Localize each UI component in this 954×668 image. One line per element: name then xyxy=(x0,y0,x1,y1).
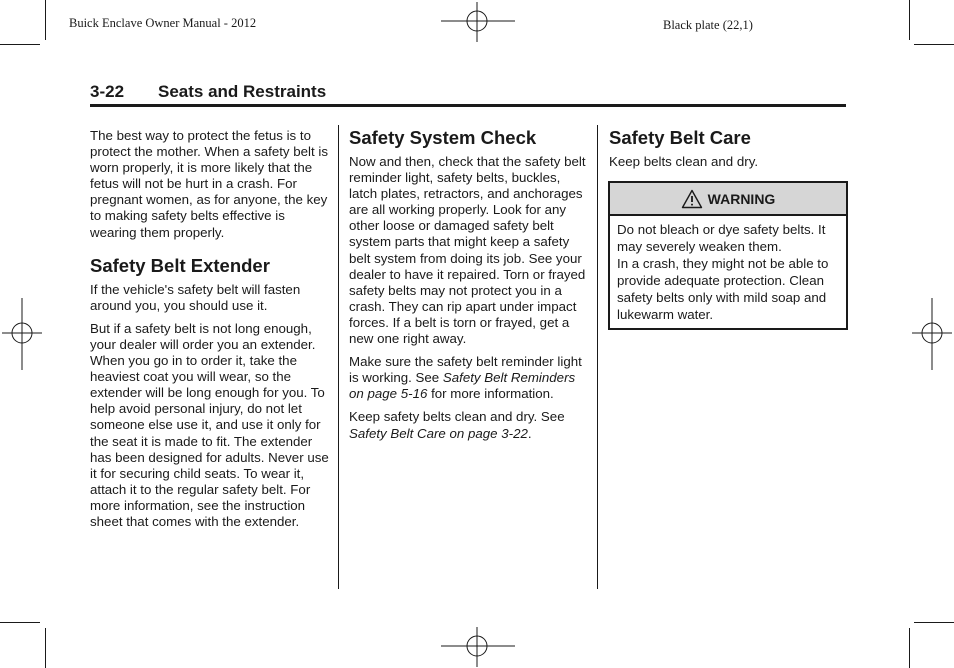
registration-mark-top xyxy=(441,2,515,42)
section-title: Seats and Restraints xyxy=(158,82,327,101)
section-header xyxy=(90,82,846,107)
warning-header xyxy=(610,183,846,216)
extender-paragraph-1: If the vehicle's safety belt will fasten around you, you should use it. xyxy=(90,281,301,313)
crop-mark xyxy=(909,0,910,40)
crop-mark xyxy=(914,622,954,623)
crop-mark xyxy=(45,628,46,668)
heading-safety-belt-care: Safety Belt Care xyxy=(609,127,751,148)
warning-box xyxy=(608,181,848,330)
column-3 xyxy=(609,127,845,177)
warning-triangle-icon xyxy=(681,189,703,209)
cross-reference-link[interactable]: Safety Belt Care on page 3-22 xyxy=(349,425,528,441)
belt-care-paragraph: Keep belts clean and dry. xyxy=(609,154,759,169)
warning-text-1: Do not bleach or dye safety belts. It may severely weaken them. xyxy=(617,222,826,254)
extender-paragraph-2: But if a safety belt is not long enough, your dealer will order you an extender. When you go in to order it, take the heaviest coat you will wear, so the extender will be long enough for you. To help avoid personal injury, do not let someone else use it, and use it only for the seat it is made to fit. The extender has been designed for adults. Never use it for securing child seats. To wear it, attach it to the regular safety belt. For more information, see the instruction sheet that comes with the extender. xyxy=(90,320,329,529)
page-number: 3-22 xyxy=(90,82,125,101)
crop-mark xyxy=(0,44,40,45)
crop-mark xyxy=(909,628,910,668)
crop-mark xyxy=(45,0,46,40)
system-check-paragraph-2: Make sure the safety belt reminder light is working. See Safety Belt Reminders on page 5-16 for more information. xyxy=(349,354,582,402)
warning-label: WARNING xyxy=(707,190,776,207)
system-check-paragraph-1: Now and then, check that the safety belt reminder light, safety belts, buckles, latch plates, retractors, and anchorages are all working properly. Look for any other loose or damaged safety belt system parts that might keep a safety belt system from doing its job. See your dealer to have it repaired. Torn or frayed safety belts may not protect you in a crash. They can rip apart under impact forces. If a belt is torn or frayed, get a new one right away. xyxy=(349,154,586,347)
crop-mark xyxy=(0,622,40,623)
column-2 xyxy=(349,127,587,449)
registration-mark-right xyxy=(912,298,952,370)
intro-paragraph: The best way to protect the fetus is to protect the mother. When a safety belt is worn properly, it is more likely that the fetus will not be hurt in a crash. For pregnant women, as for anyone, the key to making safety belts effective is wearing them properly. xyxy=(90,128,328,240)
crop-mark xyxy=(914,44,954,45)
heading-safety-belt-extender: Safety Belt Extender xyxy=(90,254,270,276)
column-1 xyxy=(90,128,330,537)
column-divider xyxy=(597,125,598,589)
manual-title: Buick Enclave Owner Manual - 2012 xyxy=(69,16,257,30)
heading-safety-system-check: Safety System Check xyxy=(349,127,537,148)
system-check-paragraph-3: Keep safety belts clean and dry. See Safety Belt Care on page 3-22. xyxy=(349,409,565,441)
cross-reference-link[interactable]: Safety Belt Reminders on page 5-16 xyxy=(349,370,576,402)
column-divider xyxy=(338,125,339,589)
registration-mark-left xyxy=(2,298,42,370)
registration-mark-bottom xyxy=(441,627,515,667)
warning-text-2: In a crash, they might not be able to provide adequate protection. Clean safety belts only with mild soap and lukewarm water. xyxy=(617,256,829,322)
plate-label: Black plate (22,1) xyxy=(663,18,753,32)
warning-body xyxy=(610,216,846,328)
